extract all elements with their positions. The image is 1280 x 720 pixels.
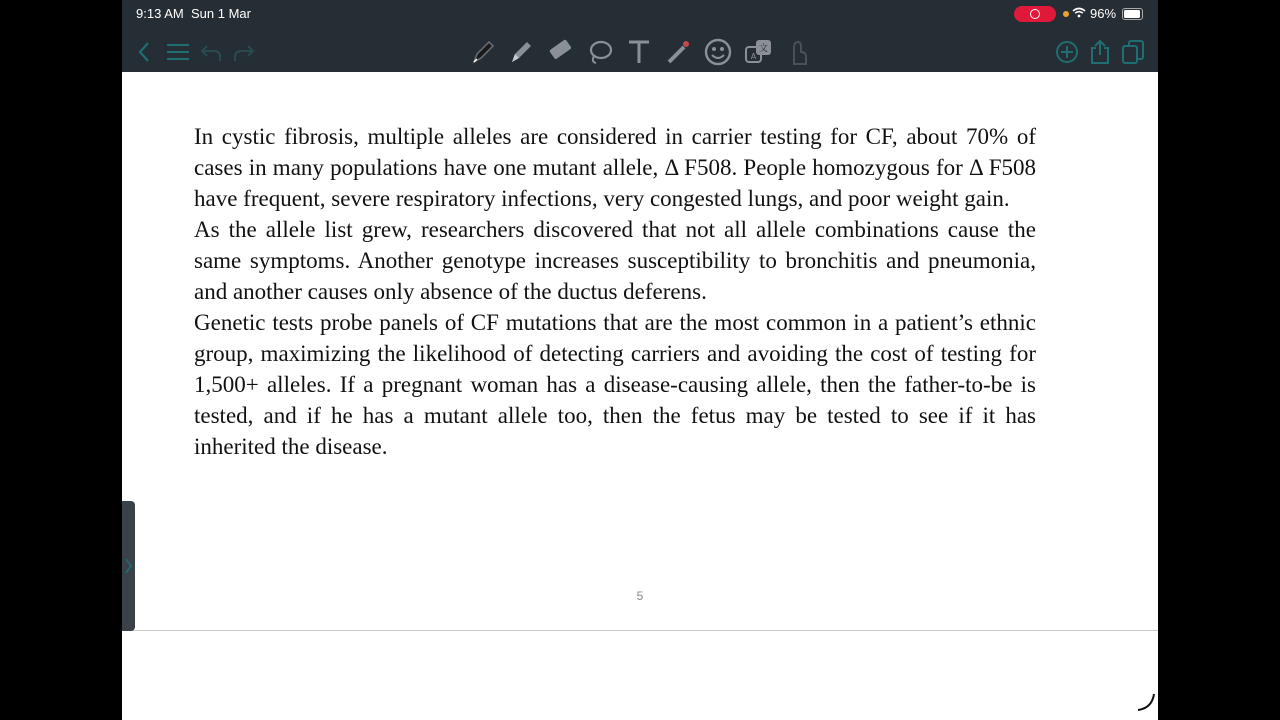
page-number: 5: [636, 589, 644, 603]
text-icon: [625, 38, 653, 66]
redo-button[interactable]: [228, 36, 260, 68]
sticker-tool[interactable]: [702, 36, 734, 68]
share-icon: [1089, 39, 1111, 65]
pages-button[interactable]: [1117, 36, 1149, 68]
pen-icon: [468, 38, 496, 66]
undo-icon: [200, 42, 222, 62]
pages-icon: [1121, 39, 1145, 65]
app-window: [122, 0, 1158, 720]
chevron-right-icon: [123, 557, 133, 575]
document-list-button[interactable]: [162, 36, 194, 68]
laser-pointer-tool[interactable]: [662, 36, 694, 68]
add-page-button[interactable]: [1051, 36, 1083, 68]
sidebar-toggle-tab[interactable]: [122, 501, 135, 631]
battery-icon: [1122, 8, 1143, 20]
pen-tool[interactable]: [466, 36, 498, 68]
status-time: 9:13 AM: [136, 6, 184, 21]
add-page-icon: [1055, 40, 1079, 64]
loading-spinner-icon: [1134, 690, 1156, 712]
status-date: Sun 1 Mar: [191, 6, 251, 21]
text-tool[interactable]: [623, 36, 655, 68]
top-bar: [122, 0, 1158, 72]
eraser-tool[interactable]: [545, 36, 577, 68]
undo-button[interactable]: [195, 36, 227, 68]
page-divider: [122, 630, 1158, 631]
sticker-icon: [703, 37, 733, 67]
pencil-tool[interactable]: [505, 36, 537, 68]
lasso-tool[interactable]: [584, 36, 616, 68]
hand-tool[interactable]: [782, 36, 814, 68]
translate-tool[interactable]: [742, 36, 774, 68]
paragraph-1: In cystic fibrosis, multiple alleles are considered in carrier testing for CF, about 70% of cases in many populations have one mutant allele, Δ F508. People homozygous for Δ F508 have frequent, severe respiratory infections, very congested lungs, and poor weight gain.: [194, 124, 1036, 211]
screen-recording-indicator[interactable]: [1014, 6, 1056, 22]
battery-percent: 96%: [1090, 6, 1117, 21]
eraser-icon: [546, 38, 576, 66]
document-page-content[interactable]: [194, 121, 1036, 462]
privacy-dot-icon: [1063, 11, 1069, 17]
svg-text:文: 文: [758, 44, 769, 54]
laser-pointer-icon: [664, 38, 692, 66]
svg-text:A: A: [750, 52, 757, 61]
share-button[interactable]: [1084, 36, 1116, 68]
wifi-icon: [1072, 7, 1086, 18]
hand-icon: [786, 38, 810, 66]
redo-icon: [233, 42, 255, 62]
back-button[interactable]: [128, 36, 160, 68]
back-icon: [137, 41, 151, 63]
paragraph-3: Genetic tests probe panels of CF mutations that are the most common in a patient’s ethnic group, maximizing the likelihood of detecting carriers and avoiding the cost of testing for 1,500+ alleles. If a pregnant woman has a disease-causing allele, then the father-to-be is tested, and if he has a mutant allele too, then the fetus may be tested to see if it has inherited the disease.: [194, 310, 1036, 459]
translate-icon: [743, 37, 773, 67]
list-icon: [166, 42, 190, 62]
pencil-icon: [507, 38, 535, 66]
paragraph-2: As the allele list grew, researchers discovered that not all allele combinations cause the same symptoms. Another genotype increases susceptibility to bronchitis and pneumonia, and another causes only absence of the ductus deferens.: [194, 217, 1036, 304]
lasso-icon: [586, 38, 614, 66]
